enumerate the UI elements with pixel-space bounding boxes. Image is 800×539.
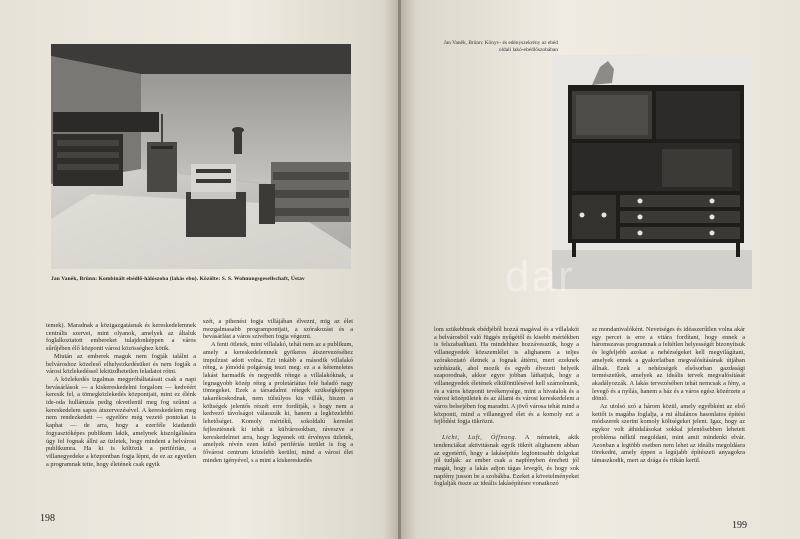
- left-photo-caption: Jan Vaněk, Brünn: Kombinált ebédlő-hálószoba (lakás ebu). Közölte: S. S. Wohnungsgesellschaft, Ústav: [51, 276, 305, 282]
- paragraph: temek). Maradnak a közigazgatásnak és kereskedelemnek centrális szervei, mint olyanok, amelyek az általuk foglalkoztatott embereket tulajdonképpen a város sűrűjében élő központi városi közösséghez kötik.: [46, 322, 196, 353]
- paragraph: lom szükebbnek ebédjéből hozzá magával és a villalakót a belvárosból való függés nyűgétől és kisebb mértékben is felszabadítani. Ha mindehhez hozzávesszük, hogy a villanegyedek közszemlélet is alighanem a teljes szórakoztató életnek a fognak áttérni, mert ezeknek színházaik, ahol mozik és egyéb élvezeti helyeik szaporodnak, akkor egyre jobban láthatjuk, hogy a villanegyedek életének elkülönülésével kell számolnunk, és a város központi tevékenysége, mint a hivatalok és a városi középületek és az állami és városi kereskedelem a város belsejében fog maradni. A jövő városa tehát mind a központi, mind a villanegyed élet és a komoly ezt a fejlődést fogja tükrözni.: [434, 326, 579, 426]
- paragraph-text: A németek, akik tendenciákat aktivitásnak egyik tükrét alighanem abban az egyetértő, hogy a lakásépítés legfontosabb dolgokat jól tudják: az ember csak a napfényben érezheti jól magát, hogy a lakás adjon tágas levegőt, és hogy sok napfény jusson be a szobákba. Ezeket a követelményeket foglalják össze az ideális lakásépítésre vonatkozó: [434, 434, 580, 488]
- paragraph: sz mondanivalóként. Nevetséges és idéaszerűtlen volna akár egy percet is erre a vitára fordítani, hogy ennek a háromszavas programnak a feltétlen helyességét bizonyítsuk és legfeljebb azokat a nehézségeket kell megvilágítani, amelyek ennek a gyakorlatban megvalósításának útjában állnak. Ezek a nehézségek elsősorban gazdasági természetűek, amelyek az ideális tervek megvalósítását akadályozzák. A lakás tervezésében tehát nemcsak a fény, a levegő és a nyílás, hanem a ház és a város egész közérzete a döntő.: [592, 326, 745, 403]
- watermark: dar: [505, 252, 575, 301]
- paragraph: Miután az emberek maguk nem fogják találni a belvároshoz közeleső elhelyezkedésüket és nem fogják a városi közlekedéssel lekiüzdhetetlen feladatot rótni.: [46, 352, 196, 376]
- cabinet-photo: [552, 55, 752, 289]
- subheading: Licht, Luft, Öffnung.: [442, 434, 518, 442]
- page-number-right: 199: [732, 520, 747, 531]
- left-text-column-1: [46, 322, 196, 468]
- right-page: [401, 0, 800, 539]
- left-text-column-2: [203, 318, 353, 464]
- paragraph: szét, a pihenést fogja villájában élvezni, mig az élet mozgalmasabb programpontjait, a szórakozást és a bevásárlást a város szívében fogja végezni.: [203, 318, 353, 341]
- page-number-left: 198: [40, 513, 55, 524]
- right-text-column-2: [592, 326, 745, 465]
- paragraph: Az utolsó szó a három közül, amely egyébként az első kettőt is magába foglalja, a mi általános hasonlatos építési módszerek szerint komoly költségeket jelent. Igaz, hogy az egykor volt áthidalásokat sokkal jelentősebben lehetett probléma nélkül megoldani, mint amit mindenki elvár. Azonban a legtöbb esetben nem lehet az ideális megoldásra törekedni, amely éppen a legújabb építészeti anyagokra támaszkodik, mert az drága és ritkán kerül.: [592, 403, 745, 464]
- right-text-column-1: [434, 326, 579, 488]
- right-photo-caption: Jan Vaněk, Brünn: Könyv- és edényszekrény az ebéd oldali lakó-ebédlőszobában: [443, 40, 558, 53]
- paragraph-with-subheading: [434, 434, 579, 488]
- left-page: [0, 0, 399, 539]
- interior-photo-dining-bedroom: [51, 44, 351, 269]
- paragraph: A közlekedés izgalmas megpróbáltatásait csak a napi bevásárlások — a kiskereskedelmi forgalom — kedvéért keresik fel, a tömegközlekedés központjait, mint ez élénk ide-oda hullámzás pedig okvetlenül meg fog szűnni a kereskedelem sapos átszervezésével. A kereskedelem meg nem rendezkedett — egyelőre még vezető pontokat is kaphat — de arra, hogy a ezerféle kiadandó fogyasztóképes publikum lakik, amelynek kiszolgálására úgy fel fognak állni az üzletek, hogy mindent a belvárosi publikumra. Ha ki is költözik a periférián, a villanegyedeke a központban fogja lépni, de ez az egyetlen a programnak tette, hogy életének csak egyik: [46, 375, 196, 468]
- paragraph: A fenti ötletek, mint villalakó, tehát nem az a publikum, amely a kereskedelemnek gyökeres átszervezéséhez impulzust adott volna. Ezt inkább a második villalakó réteg, a jómódú polgárság teszi meg: ez a a kétemeletes lakást harmadik és negyedik rétege a villalakóknak, a legnagyobb közép réteg a proletáriátus felé haladó nagy tömegeket. Ezek a társadalmi rétegek szükségképpen takarékoskodnak, nem túlsúlyos kis villák, hiszen a költségek jelentős részét erre fordítják, s hogy nem a kedvező távolságot válasszák ki, hanem a legközelebbi lehetőséget. Komoly mértékű, sokoldalú kereslet fejlesztésnek ki tehát a külvárosokban, ráveszve a kereskedelmet arra, hogy legyenek ott érvényes üzletek, amelyek révén ezen külső perifériás terület is fog a fővárosi centrum közelebb kerülni, mind a városi élet minden igényével, s a mint a kiskereskedés: [203, 341, 353, 464]
